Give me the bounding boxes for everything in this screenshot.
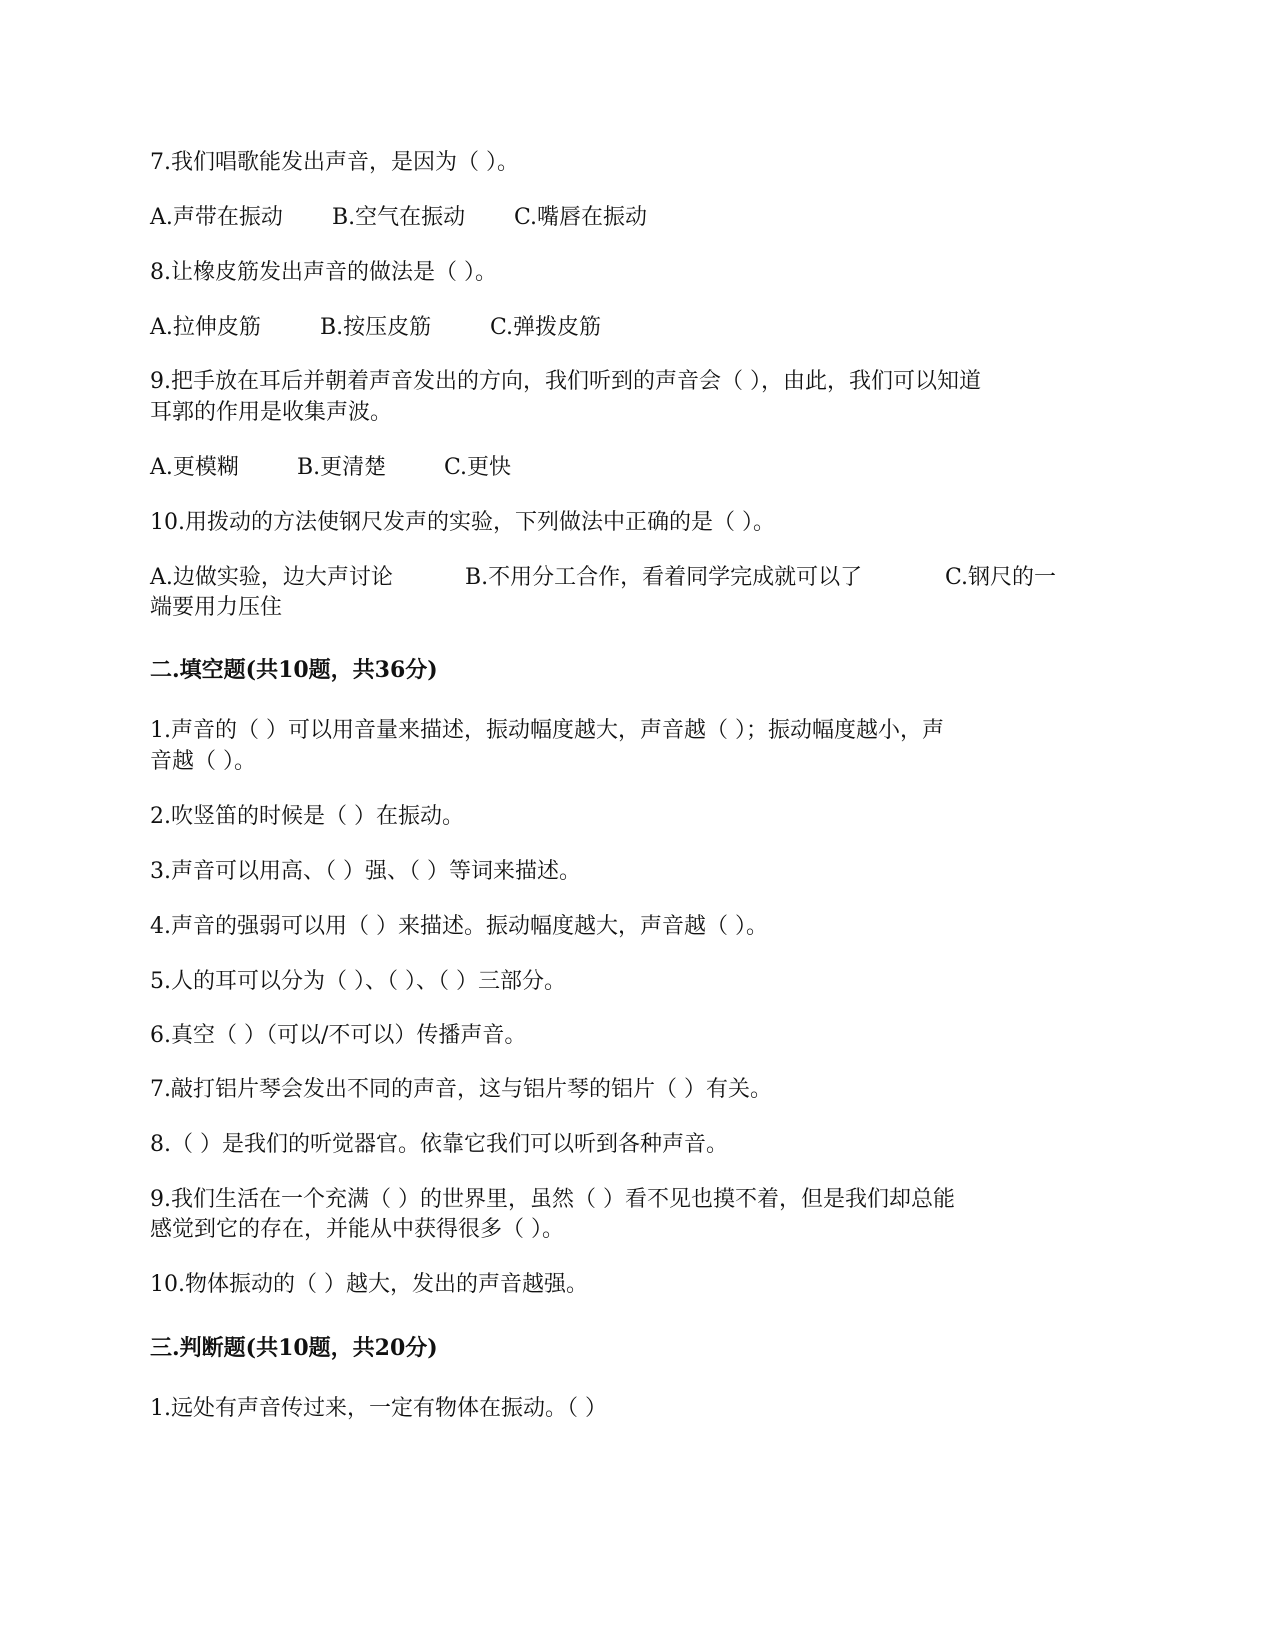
section-title-fill-in: 二.填空题(共10题，共36分) [150,657,438,683]
judge-question-1: 1.远处有声音传过来，一定有物体在振动。（ ） [150,1396,607,1421]
option-c: C.嘴唇在振动 [514,205,648,230]
question-10-options [150,562,1056,594]
question-7-stem: 7.我们唱歌能发出声音，是因为（ ）。 [150,150,519,175]
option-b: B.更清楚 [297,455,387,480]
fill-question-4: 4.声音的强弱可以用（ ）来描述。振动幅度越大，声音越（ ）。 [150,914,768,939]
fill-question-9-line2: 感觉到它的存在，并能从中获得很多（ ）。 [150,1217,564,1242]
fill-question-9-line1: 9.我们生活在一个充满（ ）的世界里，虽然（ ）看不见也摸不着，但是我们却总能 [150,1187,955,1212]
fill-question-1-line2: 音越（ ）。 [150,749,256,774]
question-10-options-continued: 端要用力压住 [150,595,283,620]
fill-question-8: 8.（ ）是我们的听觉器官。依靠它我们可以听到各种声音。 [150,1132,728,1157]
question-9-stem-line2: 耳郭的作用是收集声波。 [150,400,393,425]
option-b: B.空气在振动 [332,205,466,230]
option-a: A.拉伸皮筋 [150,315,261,340]
question-10-stem: 10.用拨动的方法使钢尺发声的实验，下列做法中正确的是（ ）。 [150,510,775,535]
fill-question-6: 6.真空（ ）（可以/不可以）传播声音。 [150,1023,527,1048]
question-9-options [150,452,511,484]
option-c: C.弹拨皮筋 [490,315,602,340]
option-c: C.钢尺的一 [945,565,1057,590]
question-8-options [150,312,601,344]
option-c: C.更快 [444,455,512,480]
question-8-stem: 8.让橡皮筋发出声音的做法是（ ）。 [150,260,497,285]
fill-question-2: 2.吹竖笛的时候是（ ）在振动。 [150,804,464,829]
fill-question-7: 7.敲打铝片琴会发出不同的声音，这与铝片琴的铝片（ ）有关。 [150,1077,772,1102]
question-9-stem-line1: 9.把手放在耳后并朝着声音发出的方向，我们听到的声音会（ ），由此，我们可以知道 [150,369,981,394]
fill-question-10: 10.物体振动的（ ）越大，发出的声音越强。 [150,1272,588,1297]
option-a: A.更模糊 [150,455,239,480]
section-title-true-false: 三.判断题(共10题，共20分) [150,1335,438,1361]
option-b: B.不用分工合作，看着同学完成就可以了 [465,565,863,590]
option-b: B.按压皮筋 [320,315,432,340]
question-7-options [150,202,647,234]
fill-question-5: 5.人的耳可以分为（ ）、（ ）、（ ）三部分。 [150,969,566,994]
option-a: A.边做实验，边大声讨论 [150,565,393,590]
fill-question-1-line1: 1.声音的（ ）可以用音量来描述，振动幅度越大，声音越（ ）；振动幅度越小，声 [150,718,944,743]
fill-question-3: 3.声音可以用高、（ ）强、（ ）等词来描述。 [150,859,581,884]
option-a: A.声带在振动 [150,205,283,230]
